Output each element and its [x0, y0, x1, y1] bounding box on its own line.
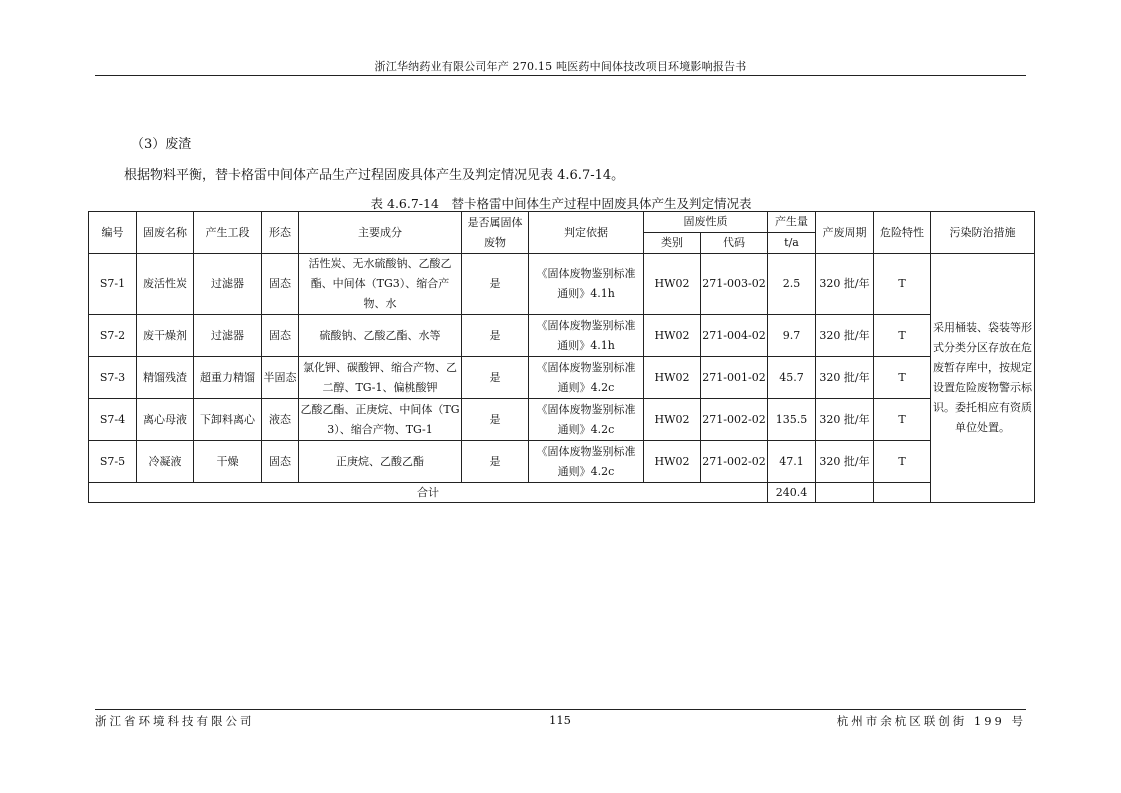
- header-cycle: 产废周期: [816, 212, 874, 254]
- table-row: [89, 441, 1035, 483]
- cell-code: 271-004-02: [701, 315, 768, 357]
- cell-hazard: T: [874, 441, 931, 483]
- header-is-solid-waste: 是否属固体废物: [462, 212, 529, 254]
- cell-id: S7-1: [89, 254, 137, 315]
- header-property: 固废性质: [644, 212, 768, 233]
- table-row: [89, 399, 1035, 441]
- cell-process: 超重力精馏: [194, 357, 262, 399]
- cell-process: 过滤器: [194, 315, 262, 357]
- header-rule: [95, 75, 1026, 76]
- cell-name: 离心母液: [137, 399, 194, 441]
- cell-form: 液态: [262, 399, 299, 441]
- header-measures: 污染防治措施: [931, 212, 1035, 254]
- cell-form: 固态: [262, 441, 299, 483]
- cell-code: 271-003-02: [701, 254, 768, 315]
- cell-cycle: 320 批/年: [816, 315, 874, 357]
- header-process: 产生工段: [194, 212, 262, 254]
- table-total-row: [89, 483, 1035, 503]
- cell-is-solid-waste: 是: [462, 441, 529, 483]
- header-form: 形态: [262, 212, 299, 254]
- total-label: 合计: [89, 483, 768, 503]
- cell-amount: 47.1: [768, 441, 816, 483]
- header-basis: 判定依据: [529, 212, 644, 254]
- cell-name: 废干燥剂: [137, 315, 194, 357]
- cell-components: 乙酸乙酯、正庚烷、中间体（TG3）、缩合产物、TG-1: [299, 399, 462, 441]
- cell-name: 冷凝液: [137, 441, 194, 483]
- cell-category: HW02: [644, 357, 701, 399]
- cell-basis: 《固体废物鉴别标准 通则》4.2c: [529, 399, 644, 441]
- cell-basis: 《固体废物鉴别标准 通则》4.1h: [529, 315, 644, 357]
- cell-id: S7-2: [89, 315, 137, 357]
- cell-id: S7-5: [89, 441, 137, 483]
- header-components: 主要成分: [299, 212, 462, 254]
- cell-is-solid-waste: 是: [462, 315, 529, 357]
- cell-form: 固态: [262, 315, 299, 357]
- table-row: [89, 357, 1035, 399]
- header-hazard: 危险特性: [874, 212, 931, 254]
- header-code: 代码: [701, 233, 768, 254]
- total-hazard-empty: [874, 483, 931, 503]
- cell-components: 活性炭、无水硫酸钠、乙酸乙酯、中间体（TG3）、缩合产物、水: [299, 254, 462, 315]
- cell-id: S7-3: [89, 357, 137, 399]
- cell-category: HW02: [644, 399, 701, 441]
- cell-hazard: T: [874, 399, 931, 441]
- table-header-row: [89, 212, 1035, 233]
- cell-is-solid-waste: 是: [462, 254, 529, 315]
- cell-category: HW02: [644, 441, 701, 483]
- cell-code: 271-002-02: [701, 399, 768, 441]
- cell-cycle: 320 批/年: [816, 357, 874, 399]
- header-category: 类别: [644, 233, 701, 254]
- intro-paragraph: 根据物料平衡，替卡格雷中间体产品生产过程固废具体产生及判定情况见表 4.6.7-14。: [124, 168, 625, 183]
- header-name: 固废名称: [137, 212, 194, 254]
- cell-form: 半固态: [262, 357, 299, 399]
- cell-amount: 9.7: [768, 315, 816, 357]
- cell-name: 废活性炭: [137, 254, 194, 315]
- total-cycle-empty: [816, 483, 874, 503]
- cell-components: 正庚烷、乙酸乙酯: [299, 441, 462, 483]
- cell-category: HW02: [644, 315, 701, 357]
- section-heading: （3）废渣: [131, 137, 192, 152]
- header-amount-unit: t/a: [768, 233, 816, 254]
- footer-company: 浙江省环境科技有限公司: [95, 714, 255, 728]
- table-row: [89, 254, 1035, 315]
- solid-waste-table: [88, 211, 1035, 503]
- cell-name: 精馏残渣: [137, 357, 194, 399]
- cell-id: S7-4: [89, 399, 137, 441]
- cell-cycle: 320 批/年: [816, 441, 874, 483]
- cell-process: 干燥: [194, 441, 262, 483]
- document-header-title: 浙江华纳药业有限公司年产 270.15 吨医药中间体技改项目环境影响报告书: [374, 60, 747, 73]
- header-id: 编号: [89, 212, 137, 254]
- cell-process: 过滤器: [194, 254, 262, 315]
- cell-hazard: T: [874, 254, 931, 315]
- table-caption: 表 4.6.7-14 替卡格雷中间体生产过程中固废具体产生及判定情况表: [370, 196, 752, 211]
- cell-code: 271-002-02: [701, 441, 768, 483]
- cell-category: HW02: [644, 254, 701, 315]
- cell-basis: 《固体废物鉴别标准 通则》4.2c: [529, 357, 644, 399]
- cell-cycle: 320 批/年: [816, 254, 874, 315]
- cell-amount: 2.5: [768, 254, 816, 315]
- total-amount: 240.4: [768, 483, 816, 503]
- cell-hazard: T: [874, 357, 931, 399]
- cell-process: 下卸料离心: [194, 399, 262, 441]
- cell-measures: 采用桶装、袋装等形式分类分区存放在危废暂存库中，按规定设置危险废物警示标识。委托相应有资质单位处置。: [931, 254, 1035, 503]
- cell-hazard: T: [874, 315, 931, 357]
- page-number: 115: [549, 713, 571, 727]
- cell-is-solid-waste: 是: [462, 399, 529, 441]
- cell-form: 固态: [262, 254, 299, 315]
- cell-code: 271-001-02: [701, 357, 768, 399]
- cell-amount: 45.7: [768, 357, 816, 399]
- cell-amount: 135.5: [768, 399, 816, 441]
- table-row: [89, 315, 1035, 357]
- cell-basis: 《固体废物鉴别标准 通则》4.1h: [529, 254, 644, 315]
- cell-cycle: 320 批/年: [816, 399, 874, 441]
- cell-is-solid-waste: 是: [462, 357, 529, 399]
- footer-rule: [95, 709, 1026, 710]
- cell-components: 硫酸钠、乙酸乙酯、水等: [299, 315, 462, 357]
- cell-components: 氯化钾、碳酸钾、缩合产物、乙二醇、TG-1、偏桃酸钾: [299, 357, 462, 399]
- cell-basis: 《固体废物鉴别标准 通则》4.2c: [529, 441, 644, 483]
- footer-address: 杭州市余杭区联创街 199 号: [836, 714, 1026, 728]
- header-amount: 产生量: [768, 212, 816, 233]
